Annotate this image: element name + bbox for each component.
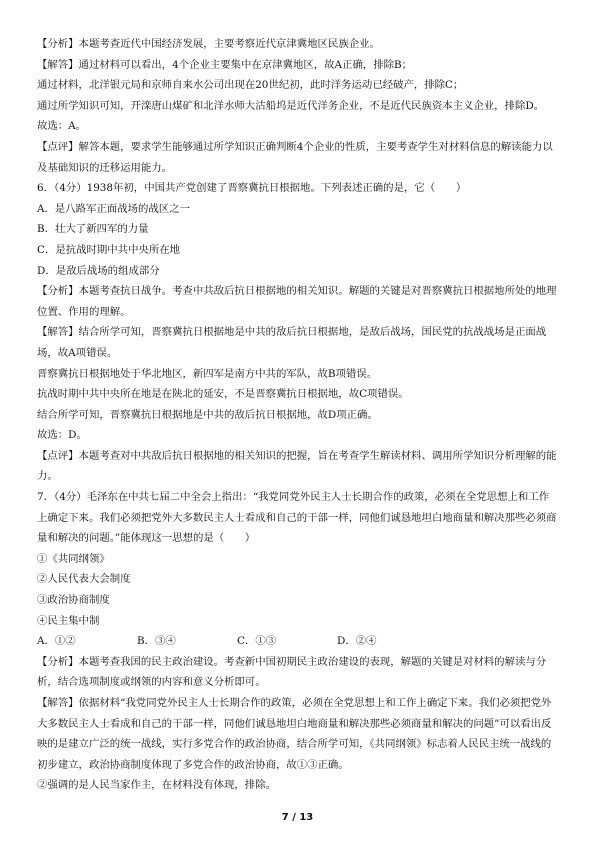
text-line: ①《共同纲领》 <box>37 552 110 565</box>
text-line: 映的是建立广泛的统一战线，实行多党合作的政治协商，结合所学可知，《共同纲领》标志着人民民主统一战线的 <box>37 738 552 751</box>
option-d: D．②④ <box>337 635 377 648</box>
text-line: 抗战时期中共中央所在地是在陕北的延安，不是晋察冀抗日根据地，故C项错误。 <box>37 388 409 401</box>
text-line: 故选：A。 <box>37 120 87 133</box>
text-line: A．是八路军正面战场的战区之一 <box>37 202 190 215</box>
text-line: D．是敌后战场的组成部分 <box>37 264 160 277</box>
option-b: B．③④ <box>137 635 176 648</box>
text-line: 【解答】结合所学可知，晋察冀抗日根据地是中共的敌后抗日根据地，是敌后战场，国民党的抗战战场是正面战 <box>37 326 547 339</box>
text-line: ④民主集中制 <box>37 614 100 627</box>
text-line: 通过材料，北洋银元局和京师自来水公司出现在20世纪初，此时洋务运动已经破产，排除C； <box>37 79 464 92</box>
text-line: B．壮大了新四军的力量 <box>37 223 149 236</box>
document-body <box>37 34 559 796</box>
question-7-options <box>37 631 559 652</box>
text-line: 力。 <box>37 470 58 483</box>
option-a: A．①② <box>37 635 76 648</box>
text-line: 【分析】本题考查近代中国经济发展，主要考察近代京津冀地区民族企业。 <box>37 38 380 50</box>
text-line: 【分析】本题考查抗日战争。考查中共敌后抗日根据地的相关知识。解题的关键是对晋察冀抗日根据地所处的地理 <box>37 285 557 298</box>
text-line: 量和解决的问题。”能体现这一思想的是（ ） <box>37 532 256 545</box>
text-line: 6．（4分）1938年初，中国共产党创建了晋察冀抗日根据地。下列表述正确的是，它（ ） <box>37 182 467 195</box>
text-line: 初步建立，政治协商制度体现了多党合作的政治协商，故①③正确。 <box>37 758 349 771</box>
text-line: 场，故A项错误。 <box>37 346 118 359</box>
text-line: 故选：D。 <box>37 429 87 442</box>
text-line: ③政治协商制度 <box>37 594 110 607</box>
text-line: 【分析】本题考查我国的民主政治建设。考查新中国初期民主政治建设的表现，解题的关键是对材料的解读与分 <box>37 655 547 668</box>
text-line: 【点评】解答本题，要求学生能够通过所学知识正确判断4个企业的性质，主要考查学生对材料信息的解读能力以 <box>37 140 553 153</box>
text-line: C．是抗战时期中共中央所在地 <box>37 243 181 256</box>
text-line: 通过所学知识可知，开滦唐山煤矿和北洋水师大沽船坞是近代洋务企业，不是近代民族资本主义企业，排除D。 <box>37 99 545 112</box>
text-line: 及基础知识的迁移运用能力。 <box>37 161 173 174</box>
text-line: 【解答】通过材料可以看出，4个企业主要集中在京津冀地区，故A正确，排除B； <box>37 58 413 71</box>
text-line: 晋察冀抗日根据地处于华北地区，新四军是南方中共的军队，故B项错误。 <box>37 367 378 380</box>
text-line: 位置、作用的理解。 <box>37 305 131 318</box>
text-line: 结合所学可知，晋察冀抗日根据地是中共的敌后抗日根据地，故D项正确。 <box>37 408 378 421</box>
text-line: 【解答】依据材料“我党同党外民主人士长期合作的政策，必须在全党思想上和工作上确定下来。我们必须把党外 <box>37 697 552 709</box>
text-line: 【点评】本题考查对中共敌后抗日根据地的相关知识的把握，旨在考查学生解读材料、调用所学知识分析理解的能 <box>37 449 557 462</box>
text-line: 析，结合选项制度或纲领的内容和意义分析即可。 <box>37 676 266 689</box>
text-line: ②人民代表大会制度 <box>37 573 131 586</box>
text-line: 7．（4分）毛泽东在中共七届二中全会上指出：“我党同党外民主人士长期合作的政策，必须在全党思想上和工作 <box>37 491 550 504</box>
page-number: 7 / 13 <box>281 812 314 823</box>
text-block-1 <box>37 34 559 631</box>
option-c: C．①③ <box>237 635 277 648</box>
text-line: 上确定下来。我们必须把党外大多数民主人士看成和自己的干部一样，同他们诚恳地坦白地商量和解决那些必须商 <box>37 511 557 524</box>
text-line: ②强调的是人民当家作主，在材料没有体现，排除。 <box>37 779 276 792</box>
text-block-2 <box>37 652 559 796</box>
text-line: 大多数民主人士看成和自己的干部一样，同他们诚恳地坦白地商量和解决那些必须商量和解决的问题”可以看出反 <box>37 717 552 730</box>
